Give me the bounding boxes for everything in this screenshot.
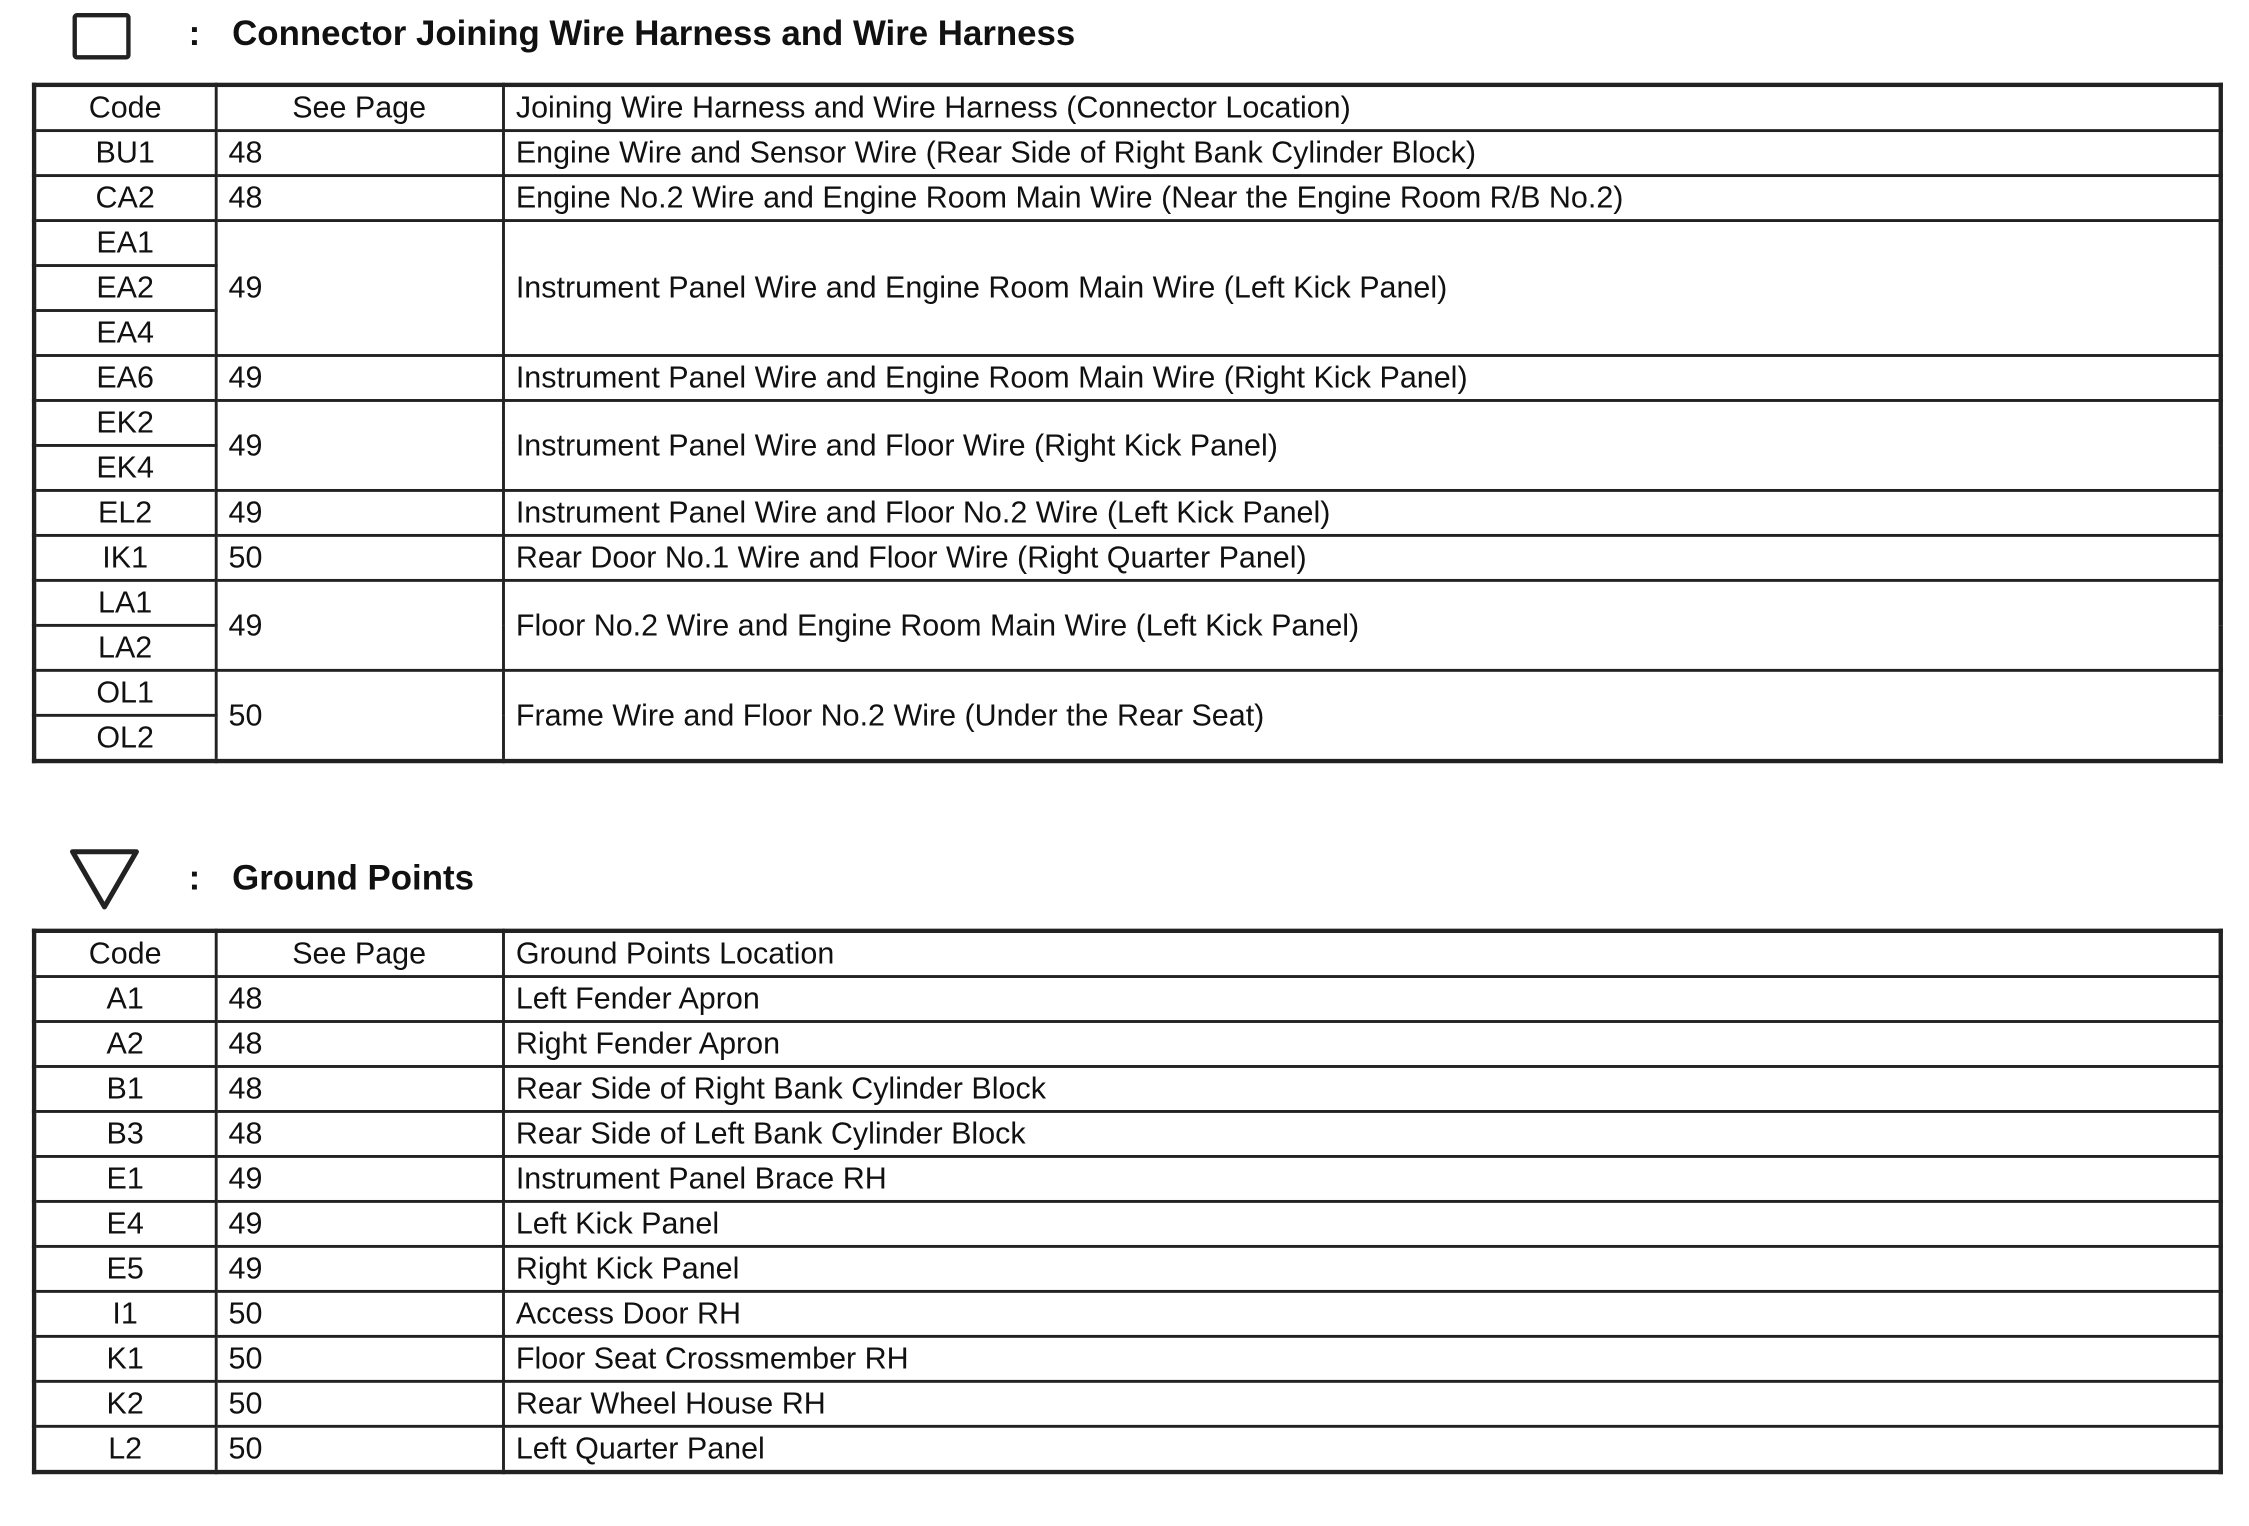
table-row	[34, 1246, 2221, 1291]
colon: :	[188, 858, 201, 899]
code-cell: L2	[34, 1426, 215, 1472]
header-row	[34, 931, 2221, 977]
code-cell: E5	[34, 1246, 215, 1291]
code-cell: LA2	[34, 625, 215, 670]
page-cell: 49	[215, 1156, 502, 1201]
table-row	[34, 1201, 2221, 1246]
page-cell: 48	[215, 977, 502, 1022]
code-cell: EA6	[34, 355, 215, 400]
description-cell: Access Door RH	[503, 1291, 2221, 1336]
column-header-description: Ground Points Location	[503, 931, 2221, 977]
description-cell: Rear Door No.1 Wire and Floor Wire (Right Quarter Panel)	[503, 535, 2221, 580]
description-cell: Engine No.2 Wire and Engine Room Main Wire (Near the Engine Room R/B No.2)	[503, 176, 2221, 221]
code-cell: EA2	[34, 266, 215, 311]
table-row	[34, 580, 2221, 625]
page-cell: 49	[215, 221, 502, 356]
page-cell: 49	[215, 355, 502, 400]
code-cell: B3	[34, 1111, 215, 1156]
page-cell: 48	[215, 176, 502, 221]
description-cell: Floor Seat Crossmember RH	[503, 1336, 2221, 1381]
page-cell: 50	[215, 1291, 502, 1336]
column-header-page: See Page	[215, 931, 502, 977]
page-cell: 49	[215, 400, 502, 490]
description-cell: Frame Wire and Floor No.2 Wire (Under the Rear Seat)	[503, 670, 2221, 761]
table-row	[34, 670, 2221, 715]
description-cell: Left Fender Apron	[503, 977, 2221, 1022]
code-cell: OL1	[34, 670, 215, 715]
description-cell: Engine Wire and Sensor Wire (Rear Side of Right Bank Cylinder Block)	[503, 131, 2221, 176]
code-cell: E1	[34, 1156, 215, 1201]
code-cell: LA1	[34, 580, 215, 625]
colon: :	[188, 14, 201, 54]
table-row	[34, 400, 2221, 445]
column-header-code: Code	[34, 85, 215, 131]
section-heading: Connector Joining Wire Harness and Wire Harness	[232, 14, 1076, 54]
table-row	[34, 1022, 2221, 1067]
table-row	[34, 535, 2221, 580]
code-cell: A2	[34, 1022, 215, 1067]
table-row	[34, 490, 2221, 535]
code-cell: EK4	[34, 445, 215, 490]
description-cell: Floor No.2 Wire and Engine Room Main Wire (Left Kick Panel)	[503, 580, 2221, 670]
page-cell: 48	[215, 1111, 502, 1156]
description-cell: Instrument Panel Brace RH	[503, 1156, 2221, 1201]
table-row	[34, 355, 2221, 400]
description-cell: Rear Side of Right Bank Cylinder Block	[503, 1066, 2221, 1111]
table-row	[34, 1156, 2221, 1201]
table-row	[34, 176, 2221, 221]
code-cell: E4	[34, 1201, 215, 1246]
description-cell: Right Kick Panel	[503, 1246, 2221, 1291]
page-cell: 49	[215, 1246, 502, 1291]
page-cell: 49	[215, 1201, 502, 1246]
page-cell: 48	[215, 131, 502, 176]
description-cell: Instrument Panel Wire and Engine Room Main Wire (Right Kick Panel)	[503, 355, 2221, 400]
table-row	[34, 1336, 2221, 1381]
page-cell: 50	[215, 535, 502, 580]
description-cell: Instrument Panel Wire and Engine Room Main Wire (Left Kick Panel)	[503, 221, 2221, 356]
code-cell: I1	[34, 1291, 215, 1336]
section-heading: Ground Points	[232, 858, 474, 899]
description-cell: Rear Side of Left Bank Cylinder Block	[503, 1111, 2221, 1156]
code-cell: CA2	[34, 176, 215, 221]
table-row	[34, 1426, 2221, 1472]
connector-square-icon	[73, 13, 131, 59]
code-cell: K2	[34, 1381, 215, 1426]
table-row	[34, 221, 2221, 266]
column-header-page: See Page	[215, 85, 502, 131]
code-cell: EA1	[34, 221, 215, 266]
column-header-code: Code	[34, 931, 215, 977]
table-row	[34, 1291, 2221, 1336]
page-cell: 50	[215, 670, 502, 761]
code-cell: IK1	[34, 535, 215, 580]
page-cell: 50	[215, 1381, 502, 1426]
code-cell: B1	[34, 1066, 215, 1111]
code-cell: EK2	[34, 400, 215, 445]
page-cell: 49	[215, 580, 502, 670]
ground-triangle-icon	[68, 847, 141, 911]
table-row	[34, 1111, 2221, 1156]
description-cell: Instrument Panel Wire and Floor Wire (Right Kick Panel)	[503, 400, 2221, 490]
description-cell: Left Quarter Panel	[503, 1426, 2221, 1472]
page-cell: 48	[215, 1066, 502, 1111]
description-cell: Left Kick Panel	[503, 1201, 2221, 1246]
code-cell: BU1	[34, 131, 215, 176]
page-cell: 50	[215, 1336, 502, 1381]
code-cell: EL2	[34, 490, 215, 535]
page-cell: 50	[215, 1426, 502, 1472]
code-cell: K1	[34, 1336, 215, 1381]
code-cell: OL2	[34, 715, 215, 761]
ground-points-table	[32, 929, 2223, 1475]
connector-table	[32, 83, 2223, 764]
description-cell: Rear Wheel House RH	[503, 1381, 2221, 1426]
table-row	[34, 977, 2221, 1022]
table-row	[34, 1381, 2221, 1426]
column-header-description: Joining Wire Harness and Wire Harness (Connector Location)	[503, 85, 2221, 131]
table-row	[34, 131, 2221, 176]
code-cell: EA4	[34, 311, 215, 356]
description-cell: Instrument Panel Wire and Floor No.2 Wire (Left Kick Panel)	[503, 490, 2221, 535]
page-cell: 48	[215, 1022, 502, 1067]
code-cell: A1	[34, 977, 215, 1022]
table-row	[34, 1066, 2221, 1111]
page-cell: 49	[215, 490, 502, 535]
header-row	[34, 85, 2221, 131]
description-cell: Right Fender Apron	[503, 1022, 2221, 1067]
